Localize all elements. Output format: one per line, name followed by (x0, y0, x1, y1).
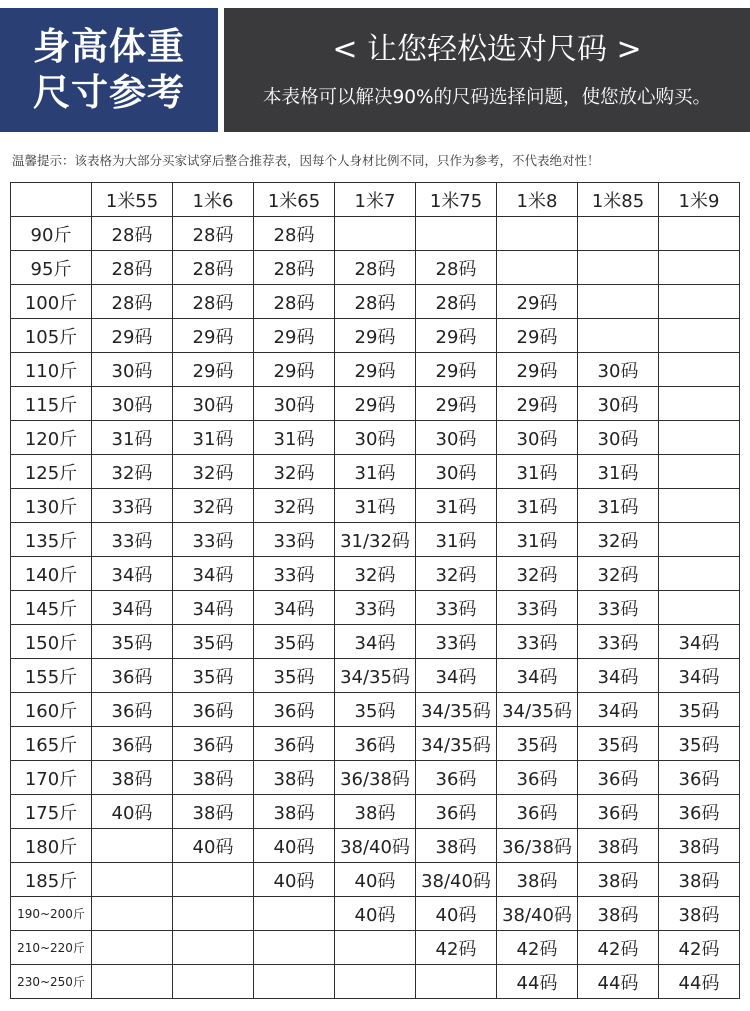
size-cell: 29码 (92, 319, 173, 353)
size-cell: 31码 (92, 421, 173, 455)
table-row (11, 625, 740, 659)
size-cell: 32码 (254, 489, 335, 523)
size-cell: 36码 (254, 693, 335, 727)
size-cell: 34码 (254, 591, 335, 625)
height-header-cell: 1米6 (173, 183, 254, 217)
size-cell: 35码 (92, 625, 173, 659)
size-cell: 30码 (92, 353, 173, 387)
size-cell: 35码 (497, 727, 578, 761)
size-cell: 29码 (173, 319, 254, 353)
height-header-cell: 1米85 (578, 183, 659, 217)
size-cell: 38码 (578, 897, 659, 931)
size-cell: 32码 (497, 557, 578, 591)
size-table-wrap (10, 182, 740, 999)
size-cell: 29码 (254, 319, 335, 353)
size-cell: 29码 (335, 353, 416, 387)
size-cell: 44码 (578, 965, 659, 999)
size-cell: 33码 (416, 625, 497, 659)
size-cell: 31码 (497, 489, 578, 523)
weight-cell: 115斤 (11, 387, 92, 421)
size-cell: 28码 (92, 285, 173, 319)
size-cell: 30码 (92, 387, 173, 421)
size-cell: 38码 (173, 761, 254, 795)
size-cell: 28码 (416, 251, 497, 285)
size-cell: 30码 (173, 387, 254, 421)
size-cell: 36码 (497, 795, 578, 829)
size-cell: 29码 (416, 319, 497, 353)
size-cell: 29码 (173, 353, 254, 387)
size-cell: 33码 (254, 523, 335, 557)
table-row (11, 489, 740, 523)
size-cell (335, 965, 416, 999)
weight-cell: 135斤 (11, 523, 92, 557)
size-cell: 40码 (92, 795, 173, 829)
size-cell (92, 863, 173, 897)
size-cell: 28码 (173, 285, 254, 319)
size-cell: 40码 (335, 897, 416, 931)
size-cell (92, 965, 173, 999)
size-cell (254, 965, 335, 999)
size-cell: 34码 (173, 557, 254, 591)
header (0, 0, 750, 132)
size-cell: 35码 (173, 659, 254, 693)
table-row (11, 693, 740, 727)
size-cell (254, 897, 335, 931)
size-cell: 36码 (497, 761, 578, 795)
banner-title: < 让您轻松选对尺码 > (332, 32, 642, 67)
size-cell: 30码 (416, 455, 497, 489)
weight-cell: 165斤 (11, 727, 92, 761)
size-cell: 33码 (497, 625, 578, 659)
size-cell: 30码 (335, 421, 416, 455)
size-cell: 30码 (497, 421, 578, 455)
size-cell: 29码 (416, 387, 497, 421)
size-cell (659, 353, 740, 387)
size-cell: 34码 (497, 659, 578, 693)
height-header-cell: 1米7 (335, 183, 416, 217)
size-cell: 28码 (254, 217, 335, 251)
table-row (11, 863, 740, 897)
size-cell: 38码 (497, 863, 578, 897)
weight-cell: 180斤 (11, 829, 92, 863)
size-cell (659, 591, 740, 625)
weight-cell: 230~250斤 (11, 965, 92, 999)
size-cell: 35码 (659, 727, 740, 761)
weight-cell: 155斤 (11, 659, 92, 693)
size-cell: 34/35码 (416, 727, 497, 761)
title-badge (0, 8, 218, 132)
header-banner (224, 8, 750, 132)
size-cell (92, 897, 173, 931)
size-cell: 42码 (416, 931, 497, 965)
size-cell (578, 217, 659, 251)
size-cell: 35码 (173, 625, 254, 659)
size-cell: 42码 (659, 931, 740, 965)
size-cell: 40码 (335, 863, 416, 897)
size-cell: 29码 (335, 387, 416, 421)
corner-cell (11, 183, 92, 217)
size-cell: 34码 (578, 693, 659, 727)
height-header-cell: 1米9 (659, 183, 740, 217)
size-cell (659, 319, 740, 353)
size-cell: 33码 (92, 489, 173, 523)
size-cell: 38码 (173, 795, 254, 829)
weight-cell: 150斤 (11, 625, 92, 659)
size-cell: 33码 (335, 591, 416, 625)
size-cell: 36码 (659, 761, 740, 795)
size-cell: 29码 (254, 353, 335, 387)
size-cell: 31码 (416, 523, 497, 557)
table-row (11, 319, 740, 353)
size-cell: 36码 (173, 693, 254, 727)
size-cell (416, 965, 497, 999)
table-row (11, 591, 740, 625)
size-cell: 31码 (497, 523, 578, 557)
size-cell (659, 455, 740, 489)
weight-cell: 105斤 (11, 319, 92, 353)
size-cell: 38码 (659, 863, 740, 897)
size-cell (497, 217, 578, 251)
table-row (11, 727, 740, 761)
size-cell: 29码 (497, 387, 578, 421)
size-cell: 36/38码 (497, 829, 578, 863)
size-cell: 28码 (254, 251, 335, 285)
weight-cell: 125斤 (11, 455, 92, 489)
size-cell: 36码 (92, 659, 173, 693)
size-cell: 34码 (416, 659, 497, 693)
size-cell: 42码 (578, 931, 659, 965)
table-row (11, 387, 740, 421)
size-cell: 35码 (578, 727, 659, 761)
size-cell (335, 931, 416, 965)
size-cell: 30码 (578, 421, 659, 455)
size-cell (173, 863, 254, 897)
size-cell: 36码 (254, 727, 335, 761)
size-cell: 30码 (578, 387, 659, 421)
badge-line-1: 身高体重 (33, 25, 185, 68)
weight-cell: 145斤 (11, 591, 92, 625)
size-cell (659, 421, 740, 455)
size-cell: 38码 (578, 863, 659, 897)
weight-cell: 90斤 (11, 217, 92, 251)
weight-cell: 160斤 (11, 693, 92, 727)
size-cell: 36码 (578, 761, 659, 795)
size-cell: 34/35码 (497, 693, 578, 727)
banner-subtitle: 本表格可以解决90%的尺码选择问题，使您放心购买。 (262, 87, 712, 108)
table-row (11, 285, 740, 319)
table-row (11, 659, 740, 693)
size-cell (578, 285, 659, 319)
size-cell (173, 931, 254, 965)
size-cell: 28码 (335, 285, 416, 319)
size-cell (578, 319, 659, 353)
size-cell: 36码 (578, 795, 659, 829)
size-cell: 35码 (254, 659, 335, 693)
size-cell: 38码 (659, 897, 740, 931)
size-cell: 34码 (92, 591, 173, 625)
weight-cell: 210~220斤 (11, 931, 92, 965)
size-cell: 32码 (335, 557, 416, 591)
height-header-cell: 1米8 (497, 183, 578, 217)
size-cell: 32码 (578, 523, 659, 557)
size-cell: 40码 (416, 897, 497, 931)
size-cell (659, 251, 740, 285)
size-cell: 29码 (497, 285, 578, 319)
size-cell (659, 489, 740, 523)
badge-line-2: 尺寸参考 (33, 71, 185, 114)
size-cell: 28码 (173, 251, 254, 285)
size-cell (659, 217, 740, 251)
table-row (11, 523, 740, 557)
size-cell: 33码 (254, 557, 335, 591)
table-row (11, 455, 740, 489)
tip-note: 温馨提示：该表格为大部分买家试穿后整合推荐表，因每个人身材比例不同，只作为参考，不代表绝对性！ (12, 153, 600, 168)
table-row (11, 421, 740, 455)
size-cell: 36码 (92, 693, 173, 727)
table-row (11, 795, 740, 829)
size-cell: 28码 (335, 251, 416, 285)
size-cell: 31码 (497, 455, 578, 489)
size-cell (173, 965, 254, 999)
size-cell: 32码 (416, 557, 497, 591)
size-cell: 31码 (578, 455, 659, 489)
size-cell: 29码 (497, 319, 578, 353)
table-row (11, 557, 740, 591)
size-cell: 32码 (173, 489, 254, 523)
size-cell: 30码 (578, 353, 659, 387)
size-cell: 31码 (578, 489, 659, 523)
size-cell: 36码 (335, 727, 416, 761)
table-row (11, 897, 740, 931)
size-cell: 38/40码 (335, 829, 416, 863)
size-cell: 34码 (335, 625, 416, 659)
size-cell: 31/32码 (335, 523, 416, 557)
size-cell: 28码 (173, 217, 254, 251)
weight-cell: 130斤 (11, 489, 92, 523)
weight-cell: 175斤 (11, 795, 92, 829)
height-header-cell: 1米65 (254, 183, 335, 217)
size-cell: 44码 (497, 965, 578, 999)
size-cell (497, 251, 578, 285)
size-cell: 36码 (173, 727, 254, 761)
size-cell: 31码 (173, 421, 254, 455)
size-cell: 44码 (659, 965, 740, 999)
size-cell: 32码 (254, 455, 335, 489)
size-cell (578, 251, 659, 285)
size-cell (254, 931, 335, 965)
size-cell (659, 557, 740, 591)
size-cell: 32码 (578, 557, 659, 591)
size-cell: 33码 (497, 591, 578, 625)
size-cell (335, 217, 416, 251)
size-cell: 40码 (254, 863, 335, 897)
size-cell: 33码 (92, 523, 173, 557)
size-cell (659, 523, 740, 557)
size-cell: 33码 (578, 591, 659, 625)
weight-cell: 190~200斤 (11, 897, 92, 931)
size-cell: 36/38码 (335, 761, 416, 795)
size-cell (173, 897, 254, 931)
size-cell: 32码 (173, 455, 254, 489)
size-cell: 30码 (254, 387, 335, 421)
size-cell: 38码 (659, 829, 740, 863)
weight-cell: 110斤 (11, 353, 92, 387)
table-row (11, 931, 740, 965)
size-cell: 33码 (578, 625, 659, 659)
height-header-cell: 1米55 (92, 183, 173, 217)
size-cell (659, 285, 740, 319)
size-cell: 34码 (659, 659, 740, 693)
size-cell: 35码 (659, 693, 740, 727)
size-cell: 34码 (578, 659, 659, 693)
size-cell: 28码 (92, 251, 173, 285)
size-cell: 34/35码 (335, 659, 416, 693)
size-cell (416, 217, 497, 251)
size-cell: 29码 (416, 353, 497, 387)
table-row (11, 965, 740, 999)
size-cell: 31码 (335, 455, 416, 489)
table-row (11, 251, 740, 285)
size-cell: 34/35码 (416, 693, 497, 727)
size-cell (92, 931, 173, 965)
table-row (11, 761, 740, 795)
size-cell: 35码 (254, 625, 335, 659)
size-cell: 31码 (254, 421, 335, 455)
size-cell: 32码 (92, 455, 173, 489)
size-cell (659, 387, 740, 421)
table-row (11, 829, 740, 863)
size-cell: 34码 (659, 625, 740, 659)
weight-cell: 140斤 (11, 557, 92, 591)
size-cell: 38码 (254, 795, 335, 829)
height-header-cell: 1米75 (416, 183, 497, 217)
table-header-row (11, 183, 740, 217)
size-table (10, 182, 740, 999)
size-cell: 31码 (416, 489, 497, 523)
size-cell: 38码 (335, 795, 416, 829)
size-cell: 34码 (92, 557, 173, 591)
weight-cell: 100斤 (11, 285, 92, 319)
weight-cell: 95斤 (11, 251, 92, 285)
size-cell: 38码 (416, 829, 497, 863)
weight-cell: 185斤 (11, 863, 92, 897)
size-cell: 34码 (173, 591, 254, 625)
size-cell: 42码 (497, 931, 578, 965)
size-cell: 33码 (416, 591, 497, 625)
size-cell: 38码 (92, 761, 173, 795)
size-cell: 35码 (335, 693, 416, 727)
size-cell: 38/40码 (497, 897, 578, 931)
size-cell: 28码 (254, 285, 335, 319)
size-cell: 36码 (659, 795, 740, 829)
size-cell: 33码 (173, 523, 254, 557)
weight-cell: 170斤 (11, 761, 92, 795)
size-cell: 38码 (254, 761, 335, 795)
size-cell: 28码 (92, 217, 173, 251)
size-cell: 36码 (416, 761, 497, 795)
size-cell: 36码 (92, 727, 173, 761)
size-cell: 30码 (416, 421, 497, 455)
size-cell: 38/40码 (416, 863, 497, 897)
size-cell: 29码 (335, 319, 416, 353)
table-row (11, 353, 740, 387)
size-cell: 36码 (416, 795, 497, 829)
weight-cell: 120斤 (11, 421, 92, 455)
size-cell: 28码 (416, 285, 497, 319)
size-cell: 40码 (173, 829, 254, 863)
size-cell (92, 829, 173, 863)
size-cell: 29码 (497, 353, 578, 387)
size-cell: 31码 (335, 489, 416, 523)
size-cell: 40码 (254, 829, 335, 863)
table-row (11, 217, 740, 251)
size-cell: 38码 (578, 829, 659, 863)
